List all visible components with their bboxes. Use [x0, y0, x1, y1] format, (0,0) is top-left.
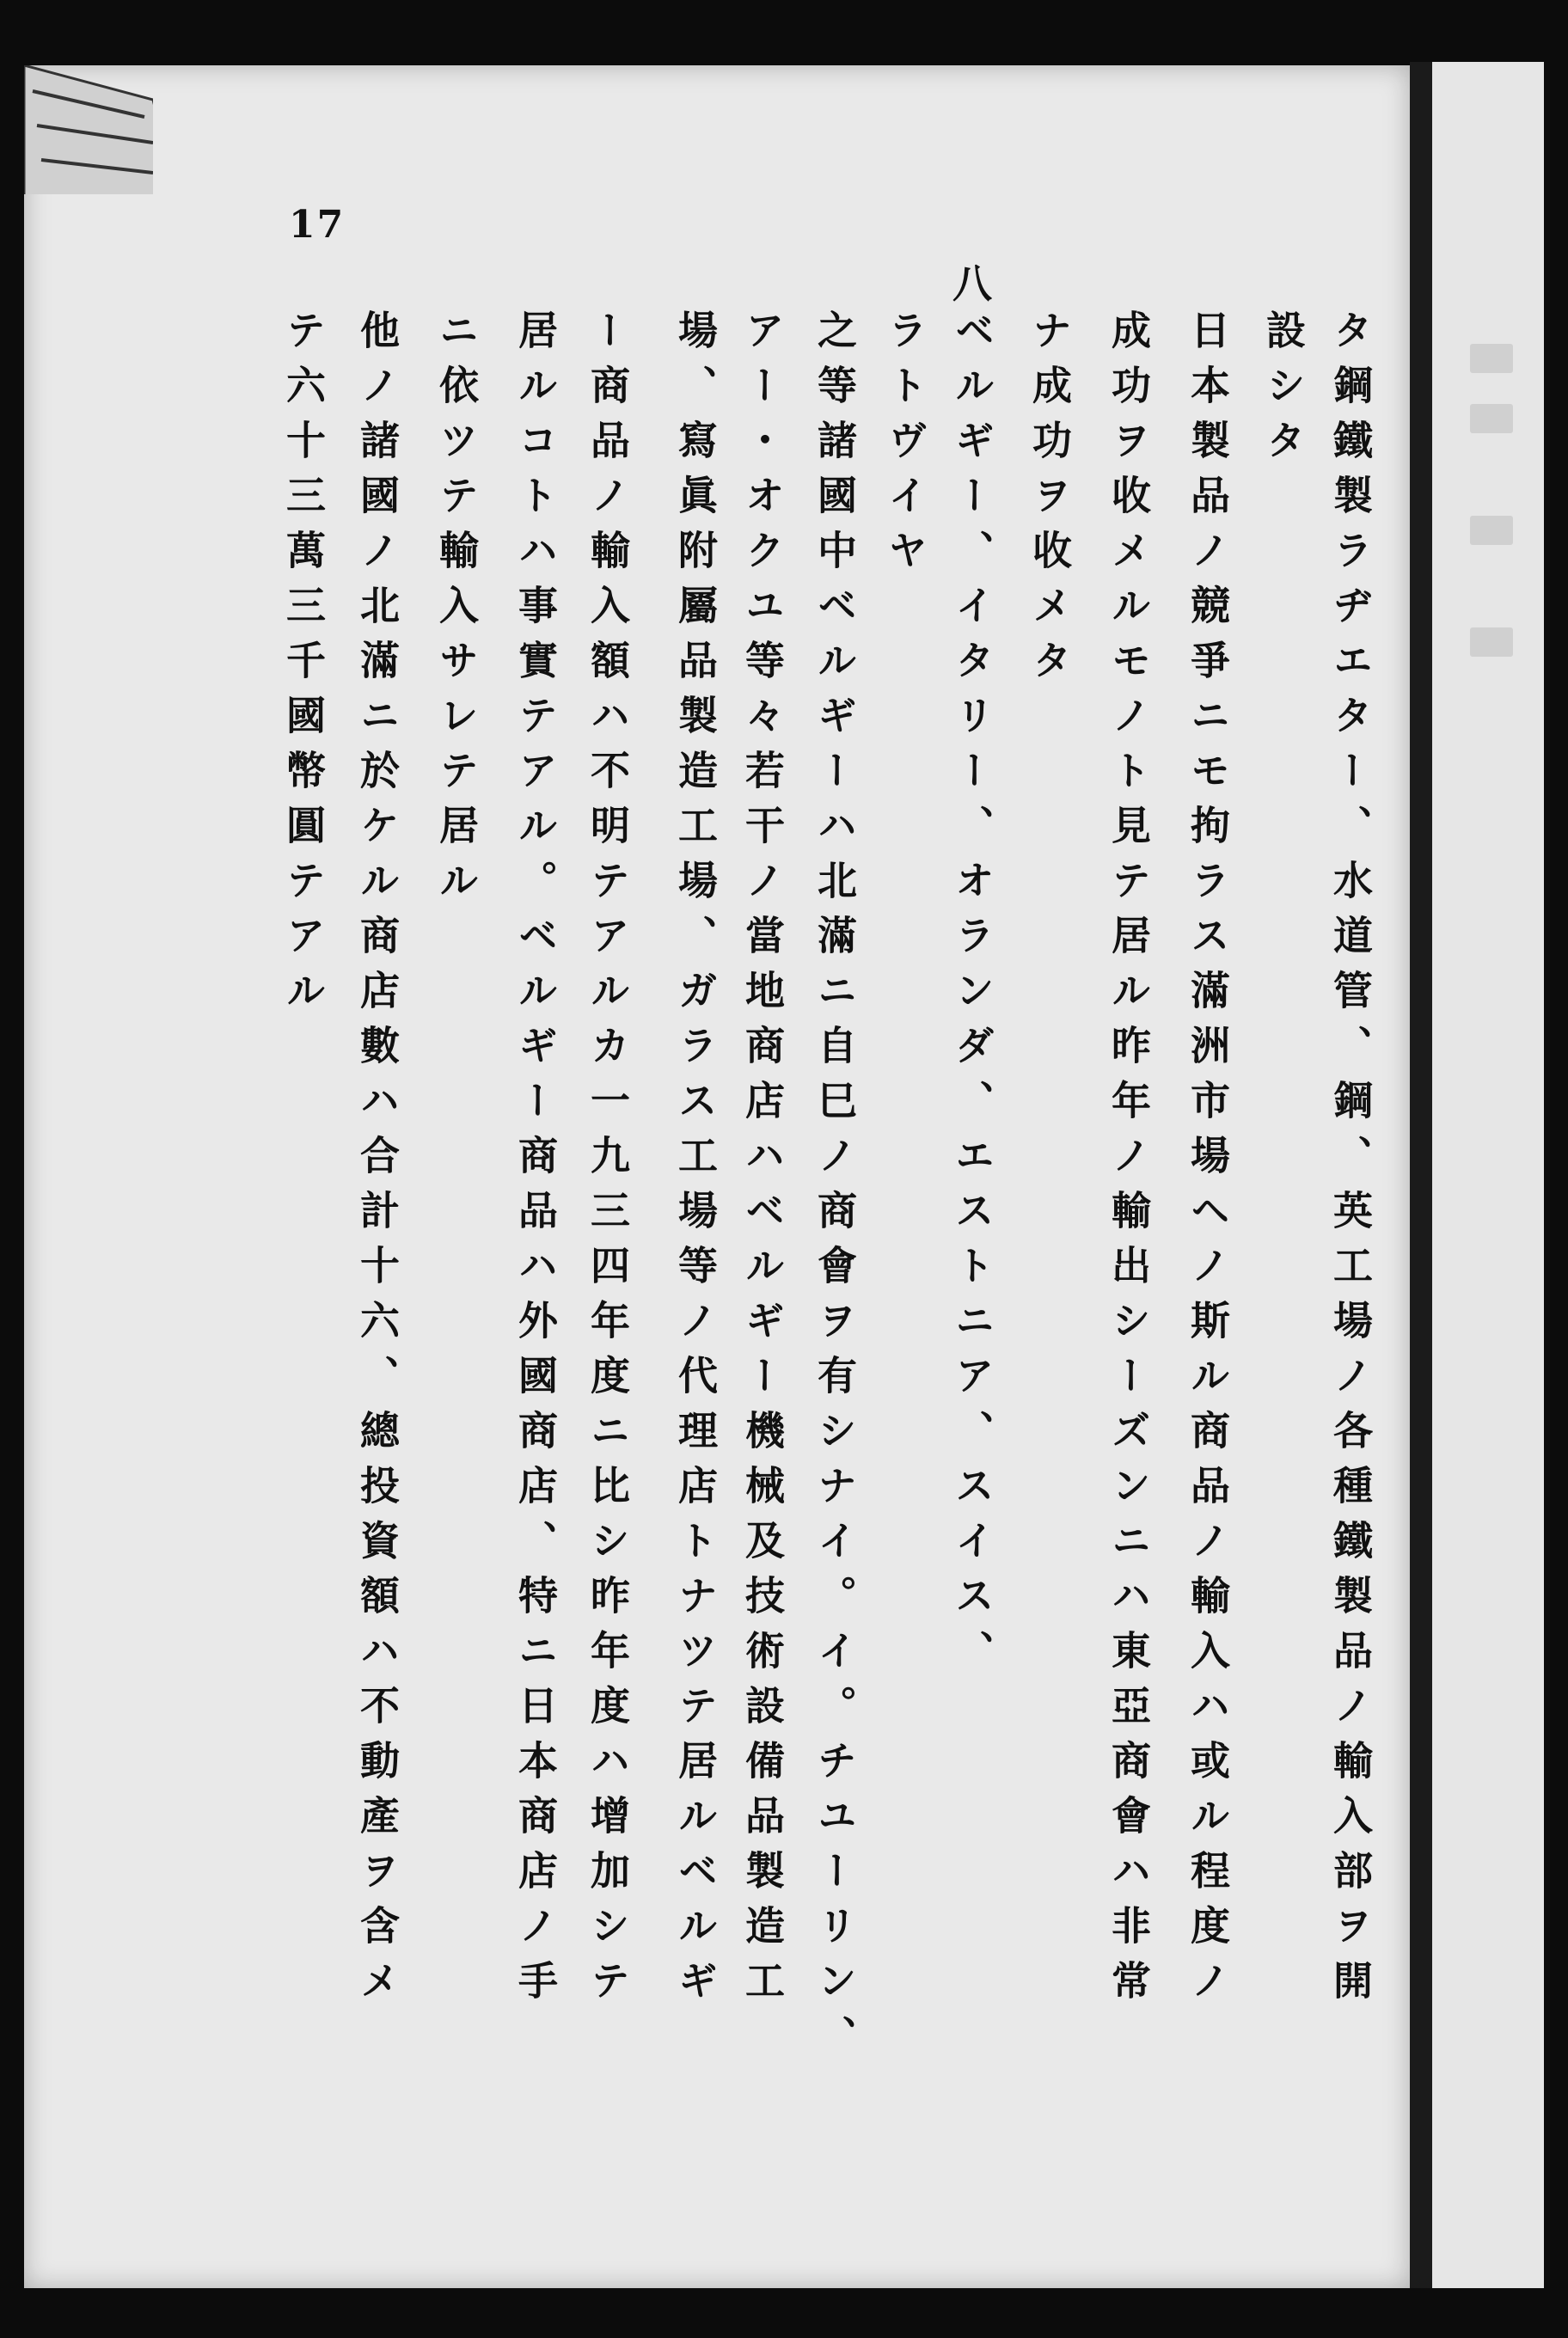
text-column-12: 居ルコトハ事實テアル。ベルギー商品ハ外國商店、特ニ日本商店ノ手 — [512, 309, 559, 2015]
bleed-through-mark — [1470, 627, 1513, 657]
bleed-through-mark — [1470, 404, 1513, 433]
text-column-8: 之等諸國中ベルギーハ北滿ニ自巳ノ商會ヲ有シナイ。イ。チユーリン、 — [812, 309, 858, 2070]
text-column-3: 日本製品ノ競爭ニモ拘ラス滿洲市場ヘノ斯ル商品ノ輸入ハ或ル程度ノ — [1185, 309, 1231, 2015]
corner-stamp-mark — [24, 65, 153, 194]
text-column-1: タ鋼鐵製ラヂエター、水道管、鋼、英工場ノ各種鐵製品ノ輸入部ヲ開 — [1327, 309, 1374, 2015]
text-column-4: 成功ヲ收メルモノト見テ居ル昨年ノ輸出シーズンニハ東亞商會ハ非常 — [1106, 309, 1152, 2015]
adjacent-page-strip — [1432, 62, 1544, 2288]
text-column-15: テ六十三萬三千國幣圓テアル — [280, 309, 327, 1025]
text-column-10: 場、寫眞附屬品製造工場、ガラス工場等ノ代理店トナツテ居ルベルギ — [672, 309, 719, 2015]
bleed-through-mark — [1470, 516, 1513, 545]
text-column-6: ベルギー、イタリー、オランダ、エストニア、スイス、 — [949, 309, 995, 1685]
text-column-7: ラトヴイヤ — [882, 309, 928, 584]
text-column-14: 他ノ諸國ノ北滿ニ於ケル商店數ハ合計十六、總投資額ハ不動產ヲ含メ — [354, 309, 401, 2015]
text-column-11: ー商品ノ輸入額ハ不明テアルカ一九三四年度ニ比シ昨年度ハ增加シテ — [585, 309, 631, 2015]
text-column-2: 設シタ — [1260, 309, 1307, 474]
page-gutter-edge — [1410, 62, 1432, 2288]
text-column-13: ニ依ツテ輸入サレテ居ル — [433, 309, 480, 915]
text-column-5: ナ成功ヲ收メタ — [1026, 309, 1073, 695]
section-number: 八 — [952, 260, 992, 307]
text-column-9: アー・オクユ等々若干ノ當地商店ハベルギー機械及技術設備品製造工 — [739, 309, 786, 2015]
page-number: 17 — [289, 203, 346, 247]
bleed-through-mark — [1470, 344, 1513, 373]
